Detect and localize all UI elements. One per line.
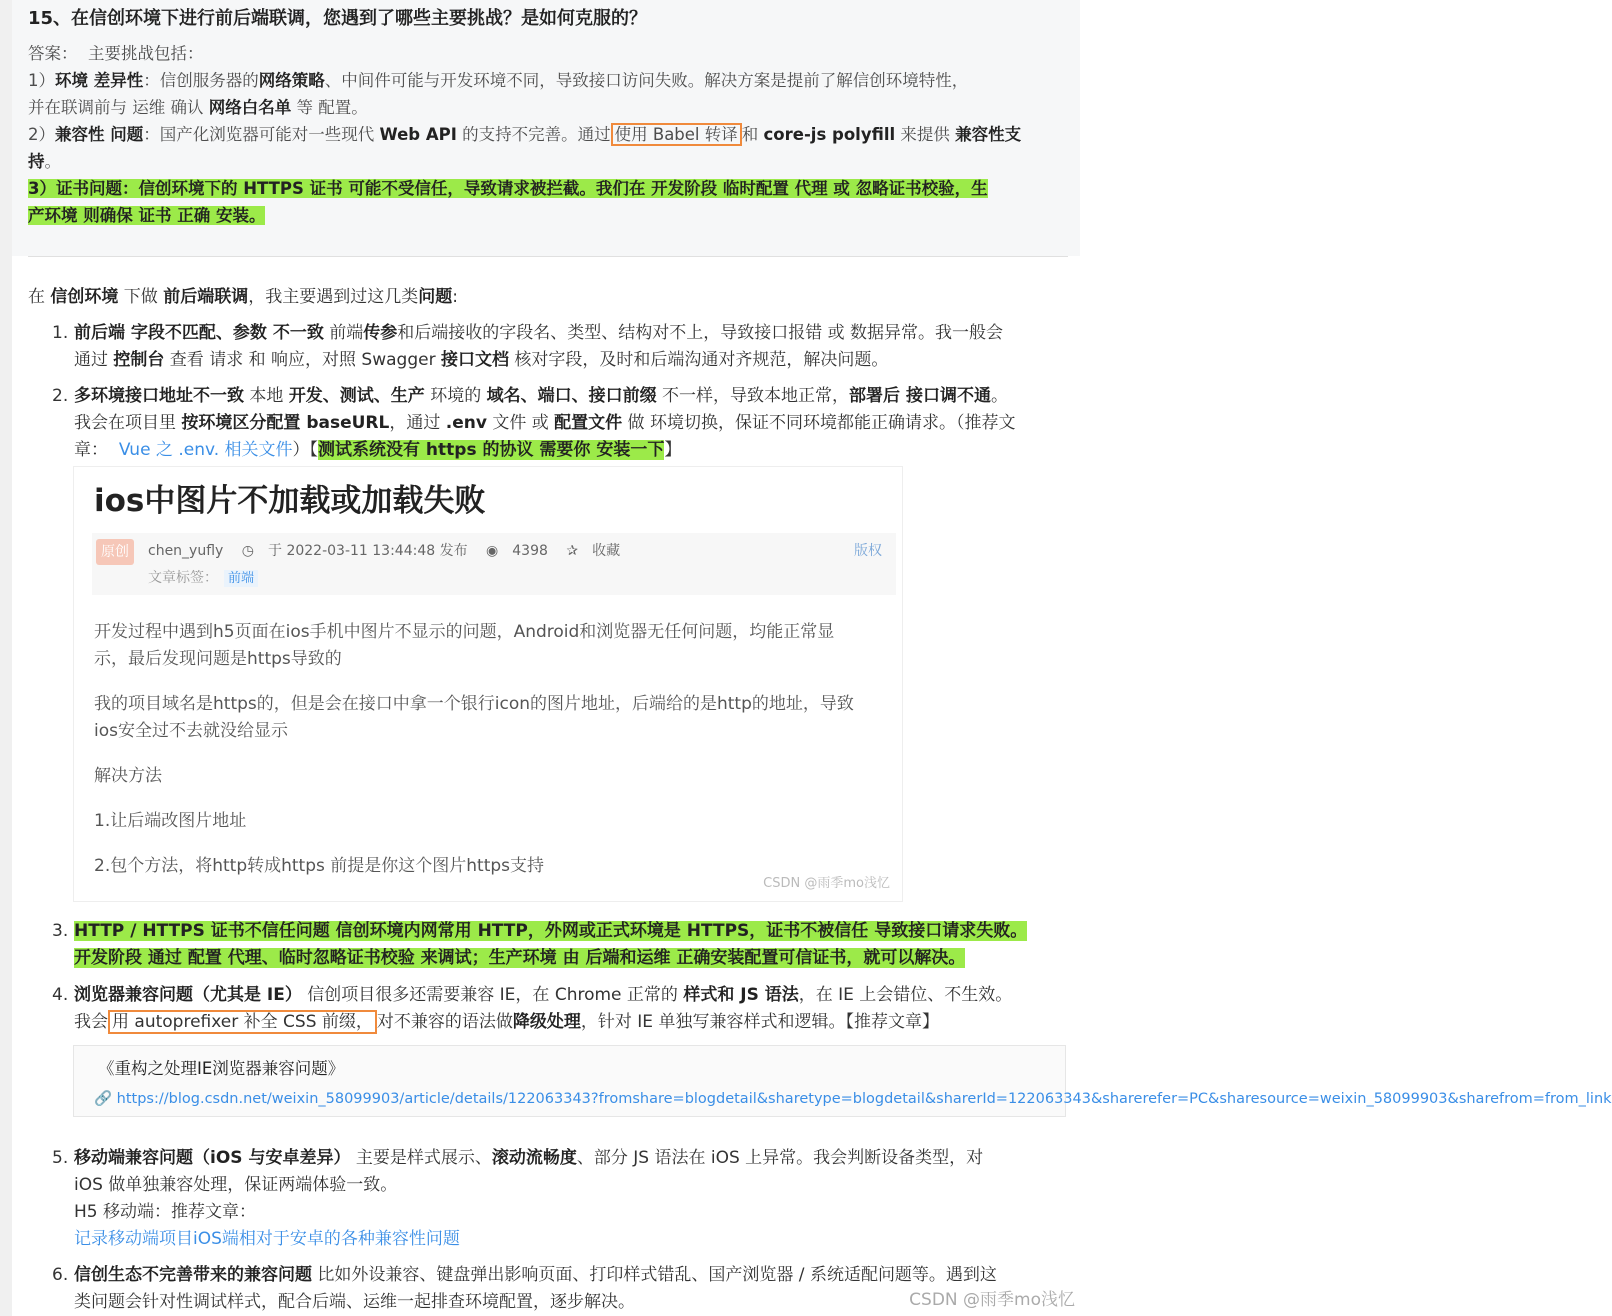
reference-card[interactable] xyxy=(73,1045,1612,1117)
intro-paragraph: 在 信创环境 下做 前后端联调，我主要遇到过这几类问题: xyxy=(28,287,458,307)
article-paragraph-2a: 我的项目域名是https的，但是会在接口中拿一个银行icon的图片地址，后端给的是http的地址，导致 xyxy=(94,694,854,714)
answer-point-1-line-2: 并在联调前与 运维 确认 网络白名单 等 配置。 xyxy=(28,98,368,117)
favorite-label[interactable]: 收藏 xyxy=(592,543,621,559)
list-item-4-line-1: 4. 浏览器兼容问题（尤其是 IE） 信创项目很多还需要兼容 IE，在 Chrome 正常的 样式和 JS 语法，在 IE 上会错位、不生效。 xyxy=(52,985,1013,1005)
eye-icon: ◉ xyxy=(486,543,499,559)
list-item-6-line-1: 6. 信创生态不完善带来的兼容问题 比如外设兼容、键盘弹出影响页面、打印样式错乱、国产浏览器 / 系统适配问题等。遇到这 xyxy=(52,1265,997,1285)
list-item-1-line-2: 通过 控制台 查看 请求 和 响应，对照 Swagger 接口文档 核对字段，及时和后端沟通对齐规范，解决问题。 xyxy=(74,350,889,370)
link-icon: 🔗 xyxy=(94,1091,113,1107)
article-tags: 文章标签： 前端 xyxy=(148,565,258,592)
autoprefixer-highlight-box: 用 autoprefixer 补全 CSS 前缀， xyxy=(108,1010,377,1034)
question-title: 15、在信创环境下进行前后端联调，您遇到了哪些主要挑战？是如何克服的？ xyxy=(28,8,648,29)
list-item-4-line-2: 我会 用 autoprefixer 补全 CSS 前缀， 对不兼容的语法做降级处理，针对 IE 单独写兼容样式和逻辑。【推荐文章】 xyxy=(74,1012,939,1032)
article-meta-bar xyxy=(92,533,896,595)
reference-url[interactable]: 🔗 https://blog.csdn.net/weixin_58099903/article/details/122063343?fromshare=blogdetail&sharetype=blogdetail&sharerId=122063343&sharerefer=PC&sharesource=weixin_58099903&sharefrom=from_link xyxy=(94,1091,1612,1107)
list-item-3-line-2: 开发阶段 通过 配置 代理、临时忽略证书校验 来调试；生产环境 由 后端和运维 正确安装配置可信证书，就可以解决。 xyxy=(74,948,966,968)
ios-compat-article-link[interactable]: 记录移动端项目iOS端相对于安卓的各种兼容性问题 xyxy=(74,1229,460,1249)
csdn-watermark: CSDN @雨季mo浅忆 xyxy=(909,1290,1075,1310)
article-meta-line xyxy=(148,538,634,564)
publish-date: 于 2022-03-11 13:44:48 发布 xyxy=(268,543,468,559)
article-paragraph-5: 2.包个方法，将http转成https 前提是你这个图片https支持 xyxy=(94,856,545,876)
answer-point-3-line-1: 3）证书问题：信创环境下的 HTTPS 证书 可能不受信任，导致请求被拦截。我们在 开发阶段 临时配置 代理 或 忽略证书校验，生 xyxy=(28,179,988,198)
list-item-2-line-1: 2. 多环境接口地址不一致 本地 开发、测试、生产 环境的 域名、端口、接口前缀 不一样，导致本地正常，部署后 接口调不通。 xyxy=(52,386,1008,406)
article-paragraph-1b: 示，最后发现问题是https导致的 xyxy=(94,649,342,669)
answer-lead: 答案： 主要挑战包括： xyxy=(28,44,204,63)
list-item-2-line-2: 我会在项目里 按环境区分配置 baseURL，通过 .env 文件 或 配置文件 做 环境切换，保证不同环境都能正确请求。（推荐文 xyxy=(74,413,1016,433)
answer-point-3-line-2: 产环境 则确保 证书 正确 安装。 xyxy=(28,206,266,225)
babel-highlight-box: 使用 Babel 转译 xyxy=(611,123,742,146)
https-install-highlight: 测试系统没有 https 的协议 需要你 安装一下 xyxy=(318,440,665,460)
clock-icon: ◷ xyxy=(241,543,254,559)
list-item-5-line-1: 5. 移动端兼容问题（iOS 与安卓差异） 主要是样式展示、滚动流畅度、部分 JS 语法在 iOS 上异常。我会判断设备类型，对 xyxy=(52,1148,984,1168)
vue-env-article-link[interactable]: Vue 之 .env. 相关文件 xyxy=(118,440,293,460)
list-item-1-line-1: 1. 前后端 字段不匹配、参数 不一致 前端传参和后端接收的字段名、类型、结构对不上，导致接口报错 或 数据异常。我一般会 xyxy=(52,323,1004,343)
author-name[interactable]: chen_yufly xyxy=(148,543,224,559)
copyright-link[interactable]: 版权 xyxy=(854,543,882,559)
list-item-5-line-3: H5 移动端：推荐文章： xyxy=(74,1202,257,1222)
list-item-3-line-1: 3. HTTP / HTTPS 证书不信任问题 信创环境内网常用 HTTP，外网或正式环境是 HTTPS，证书不被信任 导致接口请求失败。 xyxy=(52,921,1028,941)
embedded-article-screenshot xyxy=(73,466,903,902)
view-count: 4398 xyxy=(512,543,548,559)
original-badge: 原创 xyxy=(96,539,134,565)
list-item-5-line-2: iOS 做单独兼容处理，保证两端体验一致。 xyxy=(74,1175,398,1195)
answer-point-2-line-1: 2）兼容性 问题：国产化浏览器可能对一些现代 Web API 的支持不完善。通过 使用 Babel 转译 和 core-js polyfill 来提供 兼容性支 xyxy=(28,125,1022,144)
list-item-6-line-2: 类问题会针对性调试样式，配合后端、运维一起排查环境配置，逐步解决。 xyxy=(74,1292,635,1312)
article-paragraph-4: 1.让后端改图片地址 xyxy=(94,811,247,831)
tag-frontend[interactable]: 前端 xyxy=(224,570,258,587)
section-divider xyxy=(28,256,1068,257)
answer-point-2-line-2: 持。 xyxy=(28,152,61,171)
reference-title[interactable]: 《重构之处理IE浏览器兼容问题》 xyxy=(98,1059,345,1078)
article-paragraph-2b: ios安全过不去就没给显示 xyxy=(94,721,288,741)
star-icon[interactable]: ✰ xyxy=(566,543,579,559)
article-title: ios中图片不加载或加载失败 xyxy=(94,483,486,519)
article-paragraph-1a: 开发过程中遇到h5页面在ios手机中图片不显示的问题，Android和浏览器无任何问题，均能正常显 xyxy=(94,622,835,642)
answer-point-1-line-1: 1）环境 差异性：信创服务器的网络策略、中间件可能与开发环境不同，导致接口访问失败。解决方案是提前了解信创环境特性， xyxy=(28,71,969,90)
list-item-2-line-3: 章： Vue 之 .env. 相关文件）【测试系统没有 https 的协议 需要你 安装一下】 xyxy=(74,440,682,460)
article-paragraph-3: 解决方法 xyxy=(94,766,162,786)
screenshot-watermark: CSDN @雨季mo浅忆 xyxy=(763,876,890,891)
left-margin-bar xyxy=(0,0,12,1316)
